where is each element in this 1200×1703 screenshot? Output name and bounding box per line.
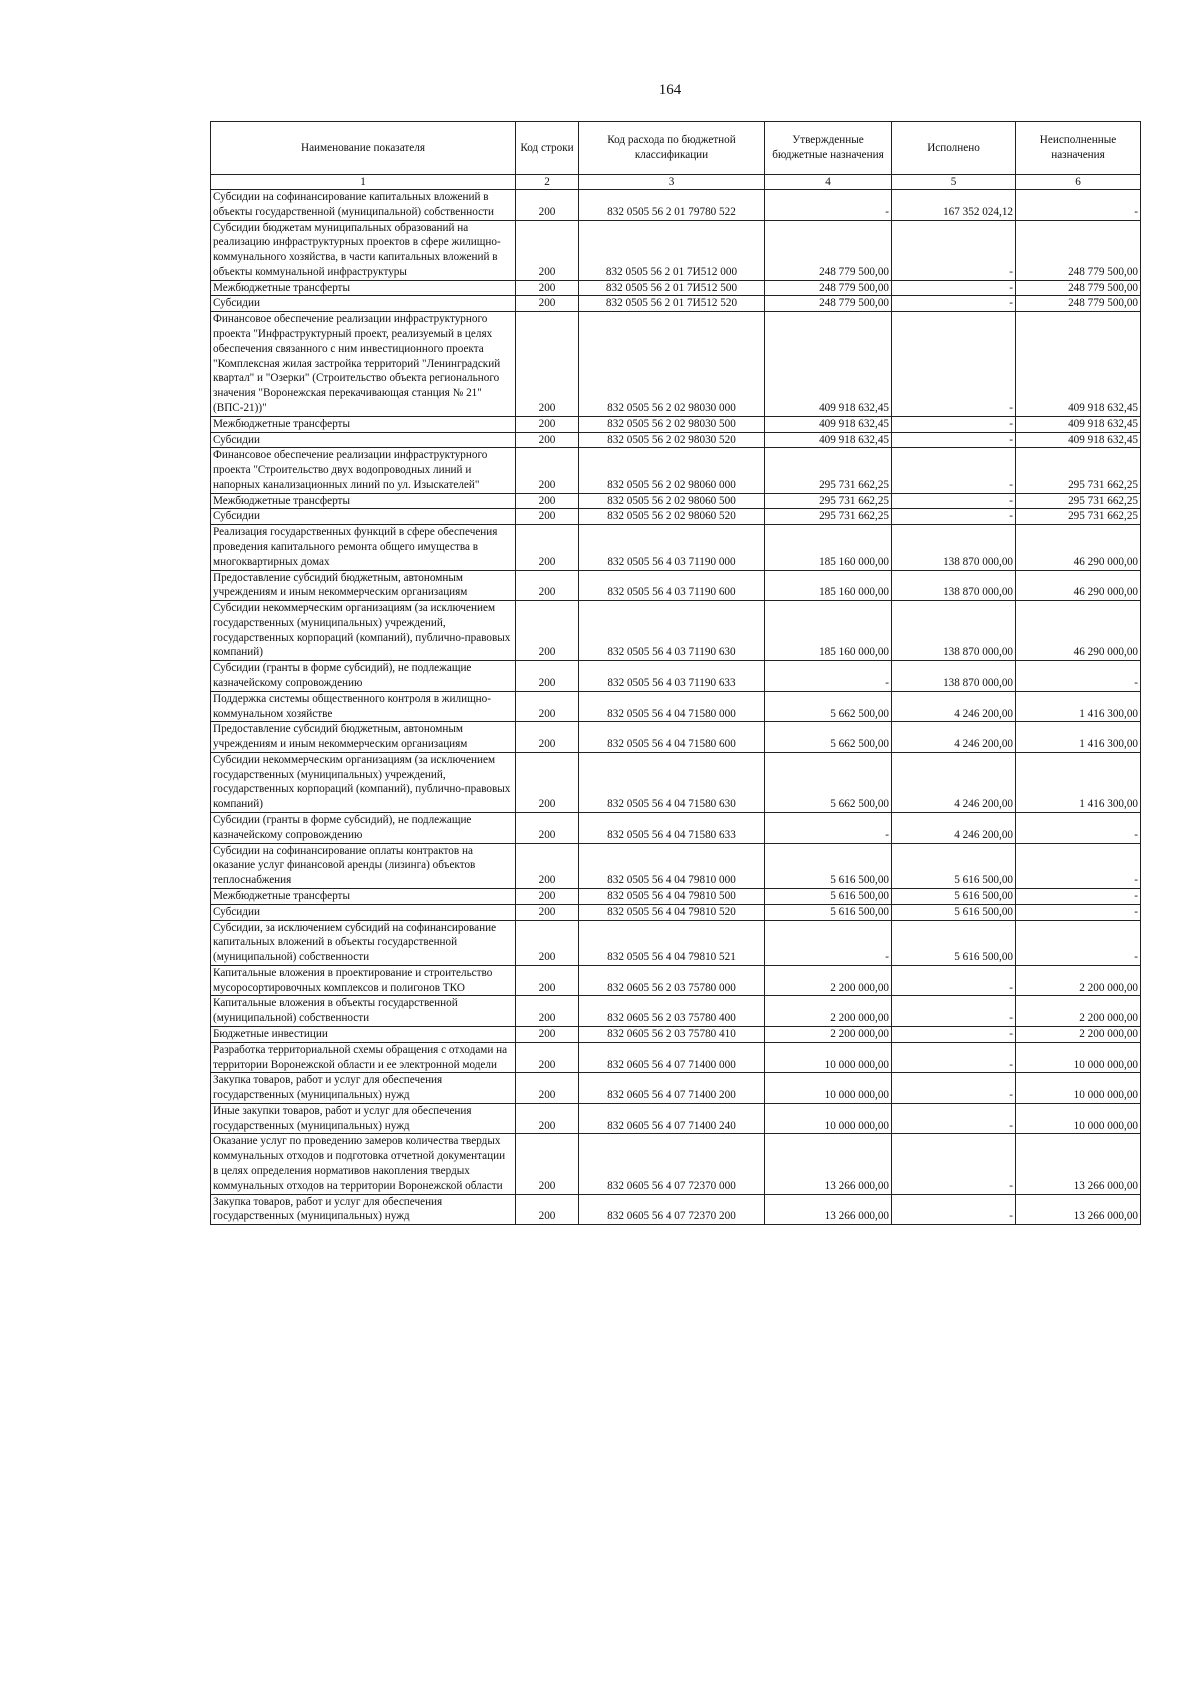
- row-approved-amount: 2 200 000,00: [765, 996, 892, 1027]
- row-unexecuted-amount: -: [1016, 920, 1141, 965]
- row-approved-amount: 185 160 000,00: [765, 525, 892, 570]
- row-approved-amount: 295 731 662,25: [765, 493, 892, 509]
- row-line-code: 200: [516, 888, 579, 904]
- row-line-code: 200: [516, 432, 579, 448]
- row-unexecuted-amount: 409 918 632,45: [1016, 416, 1141, 432]
- row-line-code: 200: [516, 220, 579, 280]
- table-body: [211, 190, 1141, 1225]
- row-approved-amount: -: [765, 661, 892, 692]
- row-executed-amount: -: [892, 220, 1016, 280]
- row-unexecuted-amount: 10 000 000,00: [1016, 1103, 1141, 1134]
- table-row: [211, 1103, 1141, 1134]
- row-expense-code: 832 0505 56 2 02 98030 500: [579, 416, 765, 432]
- table-row: [211, 843, 1141, 888]
- table-row: [211, 1042, 1141, 1073]
- row-line-code: 200: [516, 904, 579, 920]
- row-executed-amount: 5 616 500,00: [892, 920, 1016, 965]
- row-line-code: 200: [516, 920, 579, 965]
- row-executed-amount: -: [892, 965, 1016, 996]
- table-row: [211, 509, 1141, 525]
- row-unexecuted-amount: 295 731 662,25: [1016, 509, 1141, 525]
- table-row: [211, 296, 1141, 312]
- row-executed-amount: -: [892, 996, 1016, 1027]
- row-approved-amount: 248 779 500,00: [765, 280, 892, 296]
- row-name: Капитальные вложения в объекты государственной (муниципальной) собственности: [211, 996, 516, 1027]
- row-name: Субсидии: [211, 432, 516, 448]
- table-row: [211, 220, 1141, 280]
- column-number: 6: [1016, 175, 1141, 190]
- table-row: [211, 570, 1141, 601]
- row-approved-amount: 5 616 500,00: [765, 843, 892, 888]
- row-executed-amount: 167 352 024,12: [892, 190, 1016, 221]
- row-name: Капитальные вложения в проектирование и строительство мусоросортировочных комплексов и полигонов ТКО: [211, 965, 516, 996]
- row-name: Финансовое обеспечение реализации инфраструктурного проекта "Строительство двух водопроводных линий и напорных канализационных линий по ул. Изыскателей": [211, 448, 516, 493]
- row-unexecuted-amount: 1 416 300,00: [1016, 752, 1141, 812]
- row-line-code: 200: [516, 509, 579, 525]
- row-approved-amount: 185 160 000,00: [765, 570, 892, 601]
- table-row: [211, 190, 1141, 221]
- row-name: Иные закупки товаров, работ и услуг для обеспечения государственных (муниципальных) нужд: [211, 1103, 516, 1134]
- row-line-code: 200: [516, 1026, 579, 1042]
- row-approved-amount: 5 662 500,00: [765, 752, 892, 812]
- row-expense-code: 832 0505 56 2 01 7И512 000: [579, 220, 765, 280]
- row-approved-amount: 295 731 662,25: [765, 509, 892, 525]
- row-name: Закупка товаров, работ и услуг для обеспечения государственных (муниципальных) нужд: [211, 1194, 516, 1225]
- row-line-code: 200: [516, 1073, 579, 1104]
- row-unexecuted-amount: 46 290 000,00: [1016, 601, 1141, 661]
- row-approved-amount: 5 616 500,00: [765, 904, 892, 920]
- row-approved-amount: 5 662 500,00: [765, 722, 892, 753]
- row-approved-amount: 409 918 632,45: [765, 416, 892, 432]
- table-row: [211, 493, 1141, 509]
- row-expense-code: 832 0505 56 2 02 98060 500: [579, 493, 765, 509]
- row-approved-amount: -: [765, 813, 892, 844]
- table-header-row: [211, 122, 1141, 175]
- row-line-code: 200: [516, 843, 579, 888]
- header-unexecuted: Неисполненные назначения: [1016, 122, 1141, 175]
- budget-execution-table: [210, 121, 1141, 1225]
- row-expense-code: 832 0505 56 4 03 71190 630: [579, 601, 765, 661]
- column-number: 2: [516, 175, 579, 190]
- row-executed-amount: 138 870 000,00: [892, 525, 1016, 570]
- row-name: Предоставление субсидий бюджетным, автономным учреждениям и иным некоммерческим организациям: [211, 570, 516, 601]
- row-expense-code: 832 0505 56 4 04 71580 633: [579, 813, 765, 844]
- row-line-code: 200: [516, 1103, 579, 1134]
- page-number: 164: [658, 82, 682, 98]
- row-unexecuted-amount: 409 918 632,45: [1016, 312, 1141, 416]
- row-unexecuted-amount: 1 416 300,00: [1016, 691, 1141, 722]
- row-name: Субсидии (гранты в форме субсидий), не подлежащие казначейскому сопровождению: [211, 813, 516, 844]
- column-number: 1: [211, 175, 516, 190]
- row-unexecuted-amount: -: [1016, 888, 1141, 904]
- row-executed-amount: -: [892, 312, 1016, 416]
- row-expense-code: 832 0505 56 2 02 98030 520: [579, 432, 765, 448]
- row-approved-amount: 409 918 632,45: [765, 432, 892, 448]
- row-expense-code: 832 0605 56 2 03 75780 400: [579, 996, 765, 1027]
- row-line-code: 200: [516, 190, 579, 221]
- row-unexecuted-amount: 10 000 000,00: [1016, 1042, 1141, 1073]
- row-executed-amount: 4 246 200,00: [892, 813, 1016, 844]
- row-name: Бюджетные инвестиции: [211, 1026, 516, 1042]
- row-expense-code: 832 0605 56 4 07 72370 200: [579, 1194, 765, 1225]
- header-expense-code: Код расхода по бюджетной классификации: [579, 122, 765, 175]
- row-executed-amount: -: [892, 1134, 1016, 1194]
- row-expense-code: 832 0605 56 4 07 71400 000: [579, 1042, 765, 1073]
- row-executed-amount: -: [892, 1073, 1016, 1104]
- row-line-code: 200: [516, 752, 579, 812]
- row-line-code: 200: [516, 661, 579, 692]
- table-row: [211, 920, 1141, 965]
- row-unexecuted-amount: -: [1016, 190, 1141, 221]
- table-row: [211, 661, 1141, 692]
- row-expense-code: 832 0505 56 4 04 71580 000: [579, 691, 765, 722]
- row-line-code: 200: [516, 1042, 579, 1073]
- row-expense-code: 832 0505 56 4 04 71580 630: [579, 752, 765, 812]
- header-executed: Исполнено: [892, 122, 1016, 175]
- table-row: [211, 722, 1141, 753]
- row-approved-amount: 295 731 662,25: [765, 448, 892, 493]
- table-row: [211, 601, 1141, 661]
- row-line-code: 200: [516, 296, 579, 312]
- row-unexecuted-amount: -: [1016, 843, 1141, 888]
- row-approved-amount: -: [765, 190, 892, 221]
- row-line-code: 200: [516, 996, 579, 1027]
- row-line-code: 200: [516, 722, 579, 753]
- row-approved-amount: 2 200 000,00: [765, 1026, 892, 1042]
- row-approved-amount: 5 616 500,00: [765, 888, 892, 904]
- header-approved: Утвержденные бюджетные назначения: [765, 122, 892, 175]
- row-unexecuted-amount: 295 731 662,25: [1016, 493, 1141, 509]
- row-unexecuted-amount: 409 918 632,45: [1016, 432, 1141, 448]
- row-line-code: 200: [516, 691, 579, 722]
- header-line-code: Код строки: [516, 122, 579, 175]
- row-expense-code: 832 0505 56 4 03 71190 000: [579, 525, 765, 570]
- row-line-code: 200: [516, 525, 579, 570]
- row-unexecuted-amount: 248 779 500,00: [1016, 220, 1141, 280]
- row-expense-code: 832 0505 56 4 04 79810 520: [579, 904, 765, 920]
- row-approved-amount: 13 266 000,00: [765, 1134, 892, 1194]
- column-number-row: [211, 175, 1141, 190]
- row-expense-code: 832 0605 56 4 07 71400 240: [579, 1103, 765, 1134]
- row-unexecuted-amount: 46 290 000,00: [1016, 570, 1141, 601]
- row-name: Закупка товаров, работ и услуг для обеспечения государственных (муниципальных) нужд: [211, 1073, 516, 1104]
- row-executed-amount: -: [892, 1194, 1016, 1225]
- row-name: Межбюджетные трансферты: [211, 416, 516, 432]
- row-name: Финансовое обеспечение реализации инфраструктурного проекта "Инфраструктурный проект, реализуемый в целях обеспечения связанного с ним инвестиционного проекта "Комплексная жилая застройка территорий "Ленинградский квартал" и "Озерки" (Строительство объекта регионального значения "Воронежская перекачивающая станция № 21" (ВПС-21))": [211, 312, 516, 416]
- row-name: Межбюджетные трансферты: [211, 888, 516, 904]
- row-unexecuted-amount: 13 266 000,00: [1016, 1134, 1141, 1194]
- column-number: 5: [892, 175, 1016, 190]
- row-approved-amount: 185 160 000,00: [765, 601, 892, 661]
- row-expense-code: 832 0505 56 2 01 7И512 500: [579, 280, 765, 296]
- row-executed-amount: 5 616 500,00: [892, 888, 1016, 904]
- table-row: [211, 432, 1141, 448]
- row-executed-amount: -: [892, 296, 1016, 312]
- header-name: Наименование показателя: [211, 122, 516, 175]
- row-expense-code: 832 0605 56 4 07 71400 200: [579, 1073, 765, 1104]
- table-row: [211, 1026, 1141, 1042]
- row-executed-amount: -: [892, 1103, 1016, 1134]
- row-line-code: 200: [516, 1194, 579, 1225]
- row-executed-amount: -: [892, 1042, 1016, 1073]
- table-row: [211, 312, 1141, 416]
- row-name: Реализация государственных функций в сфере обеспечения проведения капитального ремонта общего имущества в многоквартирных домах: [211, 525, 516, 570]
- row-executed-amount: -: [892, 416, 1016, 432]
- row-unexecuted-amount: 2 200 000,00: [1016, 996, 1141, 1027]
- row-line-code: 200: [516, 1134, 579, 1194]
- row-executed-amount: 4 246 200,00: [892, 691, 1016, 722]
- row-line-code: 200: [516, 570, 579, 601]
- row-executed-amount: -: [892, 493, 1016, 509]
- row-line-code: 200: [516, 601, 579, 661]
- row-name: Субсидии, за исключением субсидий на софинансирование капитальных вложений в объекты государственной (муниципальной) собственности: [211, 920, 516, 965]
- row-name: Субсидии некоммерческим организациям (за исключением государственных (муниципальных) учреждений, государственных корпораций (компаний), публично-правовых компаний): [211, 601, 516, 661]
- row-expense-code: 832 0505 56 2 01 79780 522: [579, 190, 765, 221]
- row-approved-amount: 248 779 500,00: [765, 296, 892, 312]
- row-expense-code: 832 0505 56 2 01 7И512 520: [579, 296, 765, 312]
- row-expense-code: 832 0505 56 2 02 98030 000: [579, 312, 765, 416]
- row-expense-code: 832 0505 56 4 04 79810 521: [579, 920, 765, 965]
- row-expense-code: 832 0505 56 4 04 79810 500: [579, 888, 765, 904]
- row-unexecuted-amount: 46 290 000,00: [1016, 525, 1141, 570]
- row-line-code: 200: [516, 416, 579, 432]
- row-unexecuted-amount: 13 266 000,00: [1016, 1194, 1141, 1225]
- row-unexecuted-amount: -: [1016, 661, 1141, 692]
- row-executed-amount: -: [892, 509, 1016, 525]
- row-approved-amount: 248 779 500,00: [765, 220, 892, 280]
- row-expense-code: 832 0505 56 4 04 71580 600: [579, 722, 765, 753]
- row-approved-amount: 409 918 632,45: [765, 312, 892, 416]
- row-expense-code: 832 0505 56 4 04 79810 000: [579, 843, 765, 888]
- row-executed-amount: 5 616 500,00: [892, 904, 1016, 920]
- table-row: [211, 280, 1141, 296]
- row-unexecuted-amount: -: [1016, 904, 1141, 920]
- table-row: [211, 813, 1141, 844]
- row-executed-amount: 138 870 000,00: [892, 570, 1016, 601]
- table-row: [211, 691, 1141, 722]
- row-expense-code: 832 0505 56 2 02 98060 520: [579, 509, 765, 525]
- row-executed-amount: -: [892, 280, 1016, 296]
- row-name: Субсидии бюджетам муниципальных образований на реализацию инфраструктурных проектов в сфере жилищно-коммунального хозяйства, в части капитальных вложений в объекты коммунальной инфраструктуры: [211, 220, 516, 280]
- row-executed-amount: 4 246 200,00: [892, 752, 1016, 812]
- row-name: Субсидии: [211, 509, 516, 525]
- table-row: [211, 965, 1141, 996]
- row-unexecuted-amount: 248 779 500,00: [1016, 280, 1141, 296]
- row-name: Субсидии на софинансирование капитальных вложений в объекты государственной (муниципальной) собственности: [211, 190, 516, 221]
- table-row: [211, 888, 1141, 904]
- row-expense-code: 832 0505 56 2 02 98060 000: [579, 448, 765, 493]
- table-row: [211, 416, 1141, 432]
- row-executed-amount: 4 246 200,00: [892, 722, 1016, 753]
- table-row: [211, 1073, 1141, 1104]
- row-line-code: 200: [516, 312, 579, 416]
- row-line-code: 200: [516, 965, 579, 996]
- row-approved-amount: 10 000 000,00: [765, 1042, 892, 1073]
- row-name: Межбюджетные трансферты: [211, 280, 516, 296]
- row-executed-amount: 138 870 000,00: [892, 661, 1016, 692]
- row-approved-amount: 10 000 000,00: [765, 1103, 892, 1134]
- row-name: Субсидии: [211, 904, 516, 920]
- table-row: [211, 752, 1141, 812]
- row-unexecuted-amount: -: [1016, 813, 1141, 844]
- row-line-code: 200: [516, 493, 579, 509]
- row-name: Субсидии (гранты в форме субсидий), не подлежащие казначейскому сопровождению: [211, 661, 516, 692]
- row-approved-amount: -: [765, 920, 892, 965]
- row-approved-amount: 2 200 000,00: [765, 965, 892, 996]
- row-unexecuted-amount: 248 779 500,00: [1016, 296, 1141, 312]
- row-approved-amount: 5 662 500,00: [765, 691, 892, 722]
- table-row: [211, 904, 1141, 920]
- table-row: [211, 448, 1141, 493]
- row-line-code: 200: [516, 448, 579, 493]
- row-executed-amount: 5 616 500,00: [892, 843, 1016, 888]
- row-line-code: 200: [516, 813, 579, 844]
- row-expense-code: 832 0505 56 4 03 71190 600: [579, 570, 765, 601]
- row-unexecuted-amount: 295 731 662,25: [1016, 448, 1141, 493]
- row-unexecuted-amount: 2 200 000,00: [1016, 1026, 1141, 1042]
- row-executed-amount: 138 870 000,00: [892, 601, 1016, 661]
- column-number: 4: [765, 175, 892, 190]
- row-name: Субсидии на софинансирование оплаты контрактов на оказание услуг финансовой аренды (лизинга) объектов теплоснабжения: [211, 843, 516, 888]
- row-name: Оказание услуг по проведению замеров количества твердых коммунальных отходов и подготовка отчетной документации в целях определения нормативов накопления твердых коммунальных отходов на территории Воронежской области: [211, 1134, 516, 1194]
- column-number: 3: [579, 175, 765, 190]
- table-row: [211, 525, 1141, 570]
- row-name: Субсидии некоммерческим организациям (за исключением государственных (муниципальных) учреждений, государственных корпораций (компаний), публично-правовых компаний): [211, 752, 516, 812]
- row-name: Субсидии: [211, 296, 516, 312]
- row-expense-code: 832 0605 56 4 07 72370 000: [579, 1134, 765, 1194]
- row-approved-amount: 10 000 000,00: [765, 1073, 892, 1104]
- row-unexecuted-amount: 1 416 300,00: [1016, 722, 1141, 753]
- row-executed-amount: -: [892, 448, 1016, 493]
- row-approved-amount: 13 266 000,00: [765, 1194, 892, 1225]
- row-expense-code: 832 0505 56 4 03 71190 633: [579, 661, 765, 692]
- table-row: [211, 1134, 1141, 1194]
- row-name: Межбюджетные трансферты: [211, 493, 516, 509]
- row-line-code: 200: [516, 280, 579, 296]
- row-expense-code: 832 0605 56 2 03 75780 410: [579, 1026, 765, 1042]
- row-executed-amount: -: [892, 1026, 1016, 1042]
- table-row: [211, 996, 1141, 1027]
- row-unexecuted-amount: 10 000 000,00: [1016, 1073, 1141, 1104]
- row-name: Разработка территориальной схемы обращения с отходами на территории Воронежской области и ее электронной модели: [211, 1042, 516, 1073]
- row-expense-code: 832 0605 56 2 03 75780 000: [579, 965, 765, 996]
- row-name: Поддержка системы общественного контроля в жилищно-коммунальном хозяйстве: [211, 691, 516, 722]
- table-row: [211, 1194, 1141, 1225]
- row-executed-amount: -: [892, 432, 1016, 448]
- row-unexecuted-amount: 2 200 000,00: [1016, 965, 1141, 996]
- row-name: Предоставление субсидий бюджетным, автономным учреждениям и иным некоммерческим организациям: [211, 722, 516, 753]
